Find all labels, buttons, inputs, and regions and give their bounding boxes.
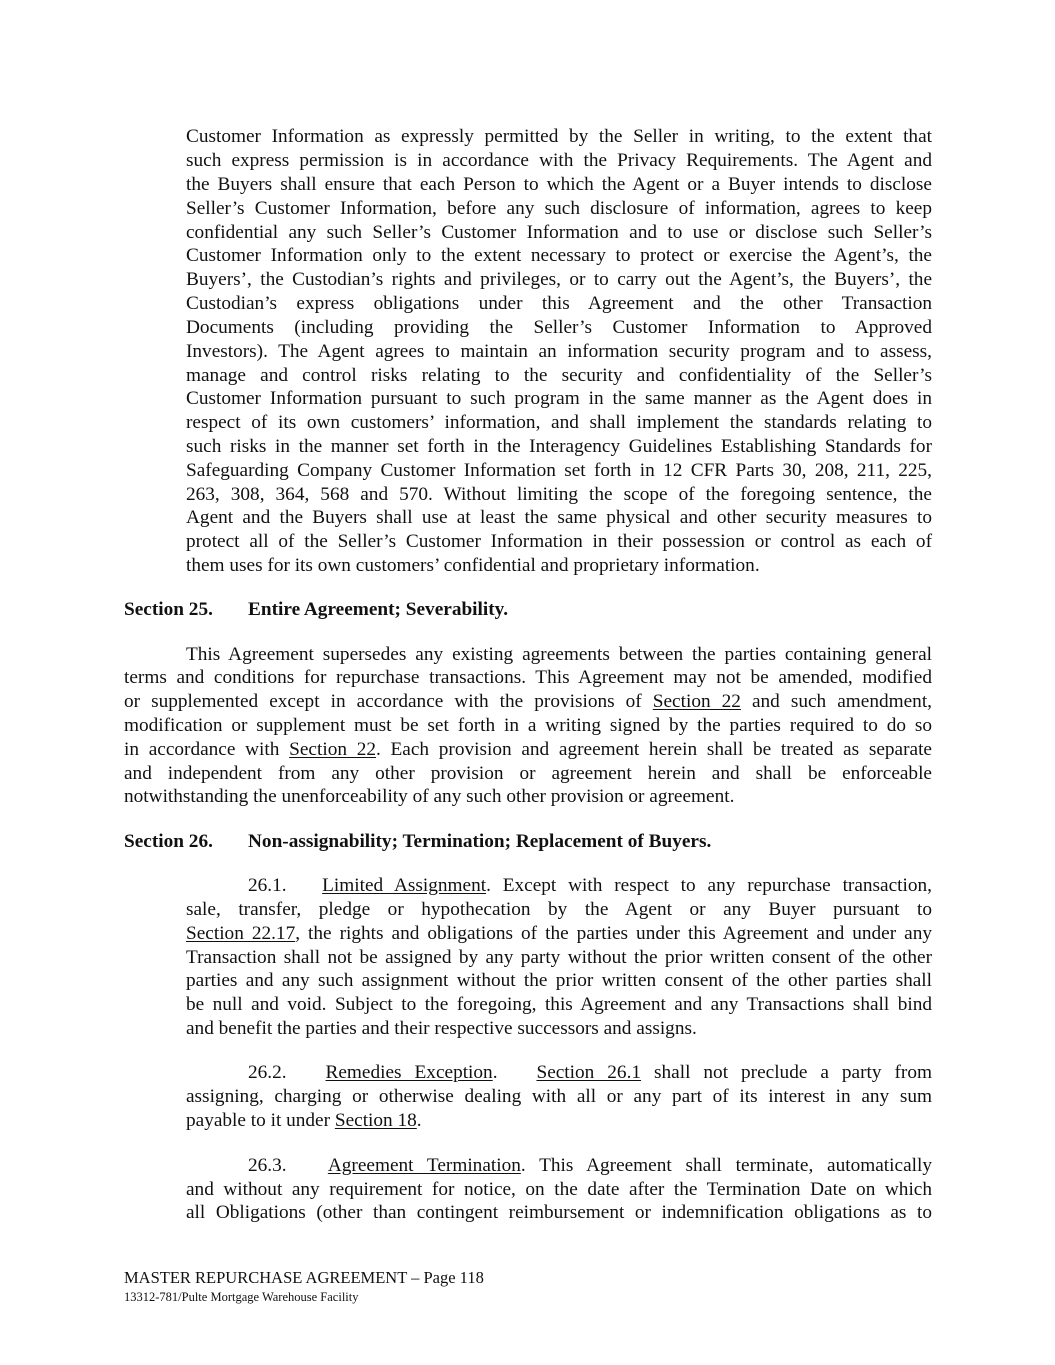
text-line: confidential any such Seller’s Customer Information and to use or disclose such Seller’s <box>186 222 932 243</box>
section-22-link[interactable]: Section 22 <box>289 739 376 760</box>
text-line: 263, 308, 364, 568 and 570. Without limiting the scope of the foregoing sentence, the <box>186 484 932 505</box>
text-span: and such amendment, <box>740 691 932 712</box>
section-18-link[interactable]: Section 18 <box>334 1110 417 1131</box>
text-line: Buyers’, the Custodian’s rights and privileges, or to carry out the Agent’s, the Buyers’, the <box>186 269 932 290</box>
subsection-number: 26.3. <box>248 1155 287 1176</box>
subsection-caption: Limited Assignment <box>322 875 487 896</box>
text-line <box>248 1154 932 1178</box>
section-26-1-link[interactable]: Section 26.1 <box>536 1062 642 1083</box>
text-line: parties and any such assignment without the prior written consent of the other parties shall <box>186 970 932 991</box>
text-line: Transaction shall not be assigned by any party without the prior written consent of the other <box>186 947 932 968</box>
text-line: and benefit the parties and their respective successors and assigns. <box>186 1018 697 1039</box>
text-line: respect of its own customers’ information, and shall implement the standards relating to <box>186 412 932 433</box>
text-line: Safeguarding Company Customer Information set forth in 12 CFR Parts 30, 208, 211, 225, <box>186 460 932 481</box>
text-span: in accordance with <box>124 739 290 760</box>
text-span: , the rights and obligations of the parties under this Agreement and under any <box>295 923 932 944</box>
subsection-caption: Remedies Exception <box>325 1062 493 1083</box>
text-line <box>124 738 932 762</box>
text-span: . <box>416 1110 422 1131</box>
text-span: . Except with respect to any repurchase transaction, <box>486 875 932 896</box>
text-line: the Buyers shall ensure that each Person to which the Agent or a Buyer intends to disclose <box>186 174 932 195</box>
text-line: such risks in the manner set forth in the Interagency Guidelines Establishing Standards for <box>186 436 932 457</box>
text-line: terms and conditions for repurchase transactions. This Agreement may not be amended, modified <box>124 667 932 688</box>
text-line: protect all of the Seller’s Customer Information in their possession or control as each of <box>186 531 932 552</box>
text-line: such express permission is in accordance with the Privacy Requirements. The Agent and <box>186 150 932 171</box>
subsection-number: 26.1. <box>248 875 287 896</box>
section-22-17-link[interactable]: Section 22.17 <box>186 923 296 944</box>
text-line: and without any requirement for notice, on the date after the Termination Date on which <box>186 1179 932 1200</box>
section-25-heading <box>124 598 508 622</box>
text-line: all Obligations (other than contingent reimbursement or indemnification obligations as to <box>186 1202 932 1223</box>
text-line: Customer Information pursuant to such program in the same manner as the Agent does in <box>186 388 932 409</box>
footer-doc-id: 13312-781/Pulte Mortgage Warehouse Facility <box>124 1290 359 1304</box>
section-26-heading <box>124 830 711 854</box>
subsection-number: 26.2. <box>248 1062 287 1083</box>
text-span: . This Agreement shall terminate, automatically <box>520 1155 932 1176</box>
text-line: notwithstanding the unenforceability of any such other provision or agreement. <box>124 786 735 807</box>
text-span: payable to it under <box>186 1110 335 1131</box>
text-line: Customer Information only to the extent necessary to protect or exercise the Agent’s, the <box>186 245 932 266</box>
text-line: and independent from any other provision or agreement herein and shall be enforceable <box>124 763 932 784</box>
text-line: manage and control risks relating to the security and confidentiality of the Seller’s <box>186 365 932 386</box>
text-span: shall not preclude a party from <box>641 1062 932 1083</box>
section-number: Section 25. <box>124 599 213 620</box>
section-title: Non-assignability; Termination; Replacement of Buyers. <box>248 831 712 852</box>
text-span: or supplemented except in accordance with the provisions of <box>124 691 653 712</box>
text-line: sale, transfer, pledge or hypothecation by the Agent or any Buyer pursuant to <box>186 899 932 920</box>
text-line: Documents (including providing the Seller’s Customer Information to Approved <box>186 317 932 338</box>
text-line <box>248 874 932 898</box>
subsection-caption: Agreement Termination <box>327 1155 521 1176</box>
text-line: Seller’s Customer Information, before any such disclosure of information, agrees to keep <box>186 198 932 219</box>
text-line: 26.2. Remedies Exception. Section 26.1 shall not preclude a party from <box>248 1062 932 1083</box>
text-line: This Agreement supersedes any existing agreements between the parties containing general <box>186 644 932 665</box>
section-22-link[interactable]: Section 22 <box>652 691 741 712</box>
section-number: Section 26. <box>124 831 213 852</box>
text-line <box>124 690 932 714</box>
section-title: Entire Agreement; Severability. <box>248 599 509 620</box>
footer-title: MASTER REPURCHASE AGREEMENT – Page 118 <box>124 1268 484 1287</box>
text-line: them uses for its own customers’ confidential and proprietary information. <box>186 555 760 576</box>
text-line: modification or supplement must be set forth in a writing signed by the parties required to do so <box>124 715 932 736</box>
text-line: assigning, charging or otherwise dealing with all or any part of its interest in any sum <box>186 1086 932 1107</box>
text-line <box>186 1109 932 1133</box>
text-line <box>186 922 932 946</box>
text-line: be null and void. Subject to the foregoing, this Agreement and any Transactions shall bind <box>186 994 932 1015</box>
text-span: . Each provision and agreement herein shall be treated as separate <box>375 739 932 760</box>
text-line: Customer Information as expressly permitted by the Seller in writing, to the extent that <box>186 126 932 147</box>
text-line: Agent and the Buyers shall use at least the same physical and other security measures to <box>186 507 932 528</box>
text-line: Investors). The Agent agrees to maintain an information security program and to assess, <box>186 341 932 362</box>
text-line: Custodian’s express obligations under this Agreement and the other Transaction <box>186 293 932 314</box>
